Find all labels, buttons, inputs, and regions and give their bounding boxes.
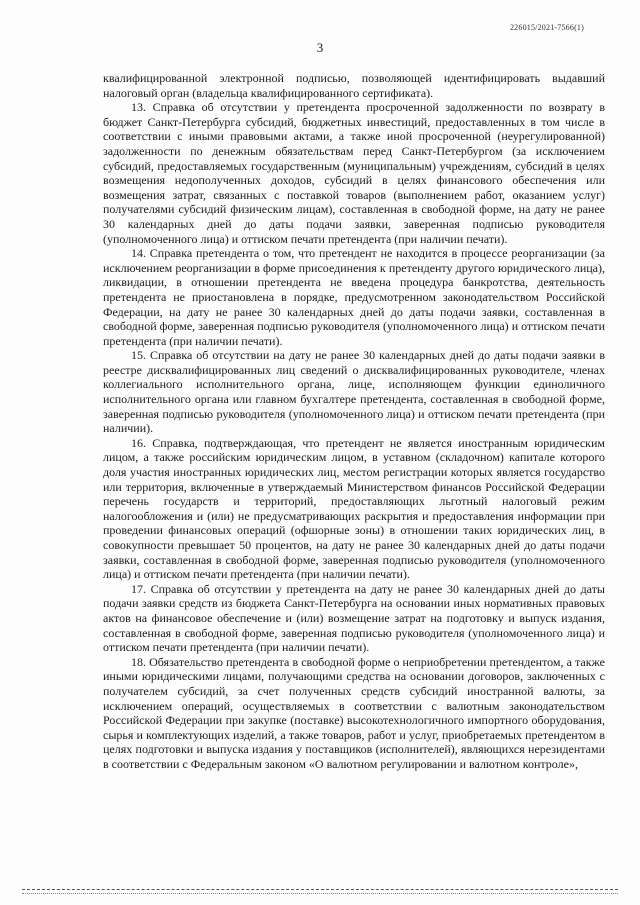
paragraph-continuation: квалифицированной электронной подписью, позволяющей идентифицировать выдавший налоговый орган (владельца квалифицированного сертификата). [103, 71, 605, 100]
paragraph-18: 18. Обязательство претендента в свободной форме о неприобретении претендентом, а также иными юридическими лицами, получающими средства на основании договоров, заключенных с получателем субсидий, за счет полученных средств субсидий иностранной валюты, за исключением операций, осуществляемых в соответствии с валютным законодательством Российской Федерации при закупке (поставке) высокотехнологичного импортного оборудования, сырья и комплектующих изделий, а также товаров, работ и услуг, приобретаемых претендентом в целях подготовки и выпуска издания у поставщиков (исполнителей), являющихся нерезидентами в соответствии с Федеральным законом «О валютном регулировании и валютном контроле», [103, 654, 605, 771]
paragraph-14: 14. Справка претендента о том, что претендент не находится в процессе реорганизации (за исключением реорганизации в форме присоединения к претенденту другого юридического лица), ликвидации, в отношении претендента не введена процедура банкротства, деятельность претендента не приостановлена в порядке, предусмотренном законодательством Российской Федерации, на дату не ранее 30 календарных дней до даты подачи заявки, составленная в свободной форме, заверенная подписью руководителя (уполномоченного лица) и оттиском печати претендента (при наличии печати). [103, 246, 605, 348]
paragraph-17: 17. Справка об отсутствии у претендента на дату не ранее 30 календарных дней до даты подачи заявки средств из бюджета Санкт-Петербурга на основании иных нормативных правовых актов на финансовое обеспечение и (или) возмещение затрат на подготовку и выпуск издания, составленная в свободной форме, заверенная подписью руководителя (уполномоченного лица) и оттиском печати претендента (при наличии печати). [103, 581, 605, 655]
page-number: 3 [316, 40, 324, 55]
document-number: 226015/2021-7566(1) [509, 23, 584, 32]
paragraph-15: 15. Справка об отсутствии на дату не ранее 30 календарных дней до даты подачи заявки в реестре дисквалифицированных лиц сведений о дисквалифицированных руководителе, членах коллегиального исполнительного органа, лице, исполняющем функции единоличного исполнительного органа или главном бухгалтере претендента, составленная в свободной форме, заверенная подписью руководителя (уполномоченного лица) и оттиском печати претендента (при наличии). [103, 348, 605, 436]
footer-divider [22, 889, 618, 890]
paragraph-13: 13. Справка об отсутствии у претендента просроченной задолженности по возврату в бюджет Санкт-Петербурга субсидий, бюджетных инвестиций, предоставленных в том числе в соответствии с иными правовыми актами, а также иной просроченной (неурегулированной) задолженности по денежным обязательствам перед Санкт-Петербургом (за исключением субсидий, предоставляемых государственным (муниципальным) учреждениям, субсидий в целях возмещения недополученных доходов, субсидий в целях финансового обеспечения или возмещения затрат, связанных с поставкой товаров (выполнением работ, оказанием услуг) получателями субсидий физическим лицам), составленная в свободной форме, на дату не ранее 30 календарных дней до даты подачи заявки, заверенная подписью руководителя (уполномоченного лица) и оттиском печати претендента (при наличии печати). [103, 100, 605, 246]
paragraph-16: 16. Справка, подтверждающая, что претендент не является иностранным юридическим лицом, а также российским юридическим лицом, в уставном (складочном) капитале которого доля участия иностранных юридических лиц, местом регистрации которых является государство или территория, включенные в утверждаемый Министерством финансов Российской Федерации перечень государств и территорий, предоставляющих льготный налоговый режим налогообложения и (или) не предусматривающих раскрытия и предоставления информации при проведении финансовых операций (офшорные зоны) в отношении таких юридических лиц, в совокупности превышает 50 процентов, на дату не ранее 30 календарных дней до даты подачи заявки, составленная в свободной форме, заверенная подписью руководителя (уполномоченного лица) и оттиском печати претендента (при наличии печати). [103, 435, 605, 582]
document-body [103, 71, 605, 772]
footer-divider-dotted [22, 893, 618, 894]
